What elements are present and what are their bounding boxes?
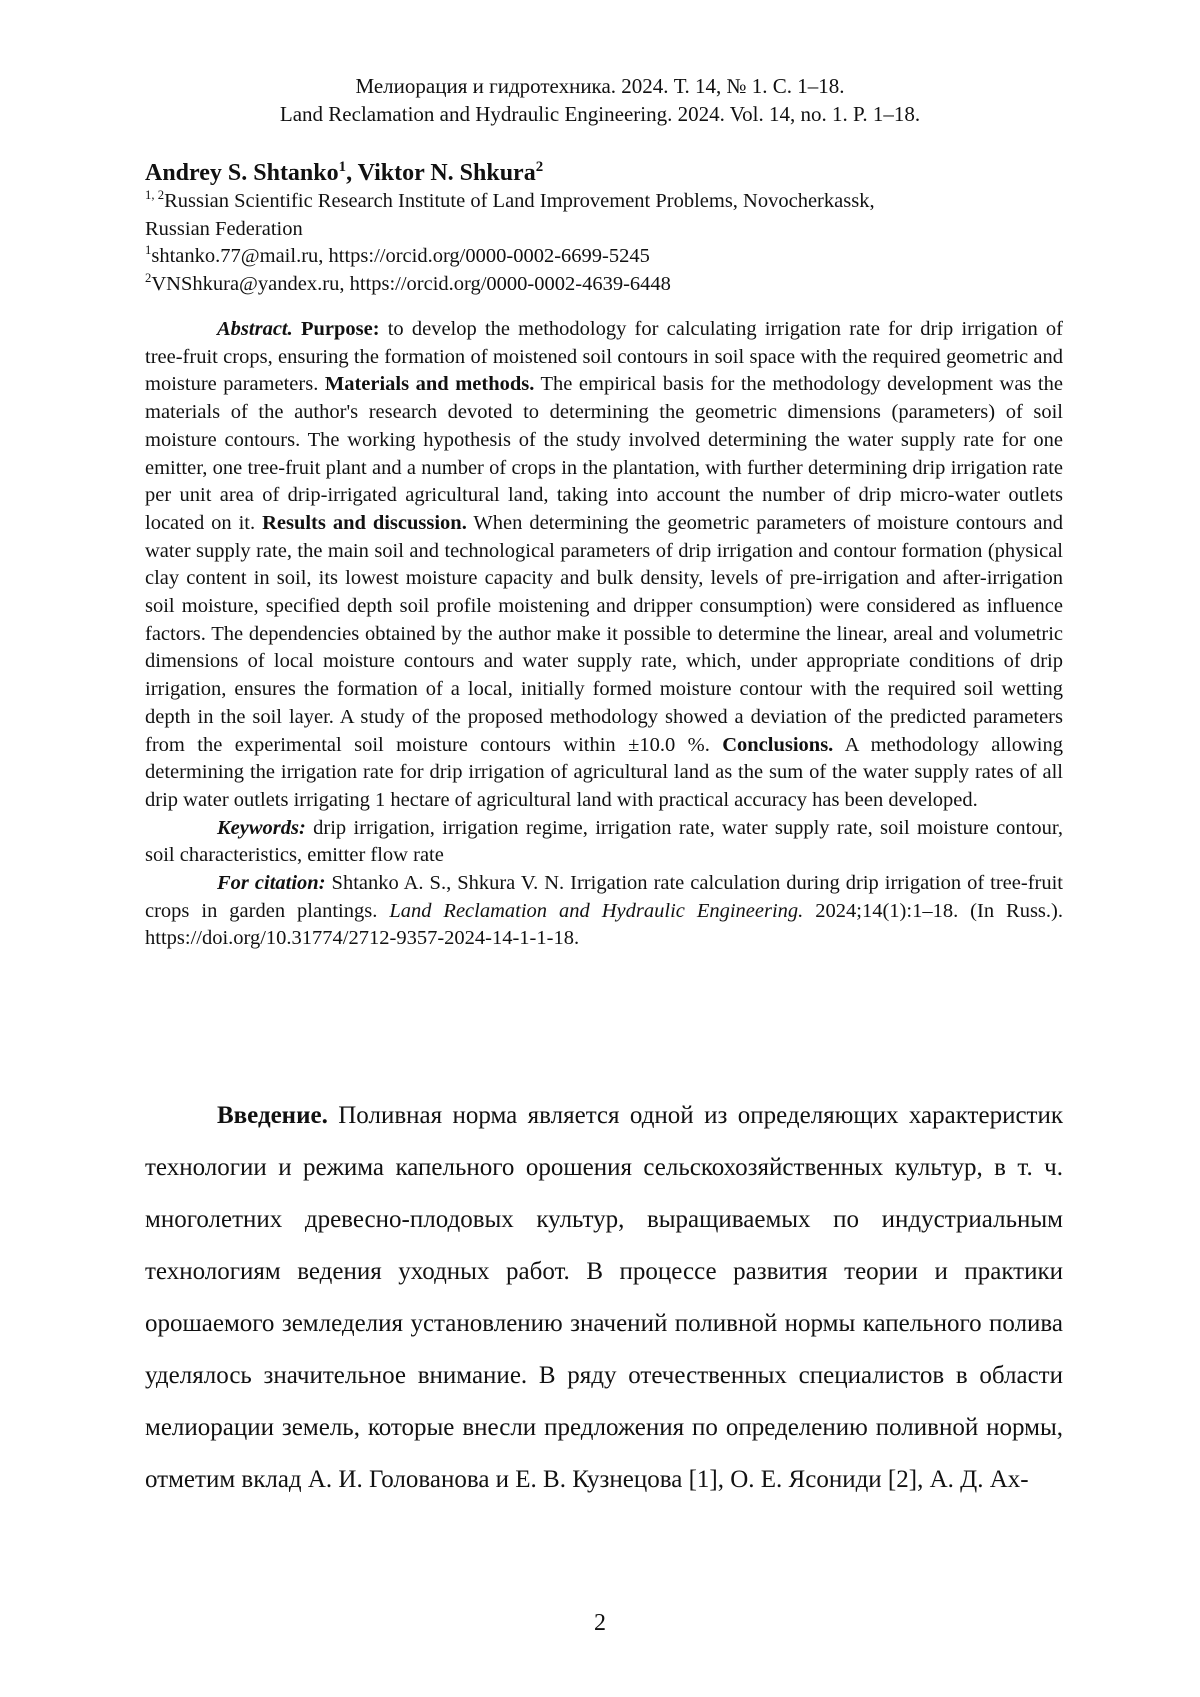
affiliations — [145, 188, 1063, 298]
affiliation-superscript: 1, 2 — [145, 188, 165, 203]
contact-superscript: 2 — [145, 270, 152, 285]
author-name: Andrey S. Shtanko — [145, 160, 339, 186]
journal-header-ru: Мелиорация и гидротехника. 2024. Т. 14, № 1. С. 1–18. — [355, 74, 845, 98]
journal-header — [0, 72, 1200, 128]
author-superscript: 1 — [338, 158, 347, 175]
contact-text: shtanko.77@mail.ru, https://orcid.org/0000-0002-6699-5245 — [151, 245, 650, 267]
purpose-label: Purpose: — [300, 318, 380, 340]
introduction-section — [145, 1090, 1063, 1506]
affiliation-country: Russian Federation — [145, 217, 303, 240]
citation-doi-text: 2024;14(1):1–18. (In Russ.). https://doi.org/10.31774/2712-9357-2024-14-1-1-18. — [145, 899, 1063, 950]
author-contact — [145, 243, 1063, 271]
abstract-label: Abstract. — [217, 318, 293, 340]
introduction-label: Введение. — [217, 1102, 328, 1129]
affiliation-text: Russian Scientific Research Institute of Land Improvement Problems, Novocherkassk, — [164, 190, 875, 212]
keywords-label: Keywords: — [217, 816, 306, 839]
conclusions-label: Conclusions. — [722, 733, 834, 756]
keywords-text: drip irrigation, irrigation regime, irrigation rate, water supply rate, soil moisture contour, soil characteristics, emitter flow rate — [145, 816, 1063, 867]
citation-text: Shtanko A. S., Shkura V. N. Irrigation rate calculation during drip irrigation of tree-fruit crops in garden plantings. — [145, 872, 1063, 922]
introduction-text: Поливная норма является одной из определяющих характеристик технологии и режима капельного орошения сельскохозяйственных культур, в т. ч. многолетних древесно-плодовых культур, выращиваемых по индустриальным технологиям ведения уходных работ. В процессе развития теории и практики орошаемого земледелия установлению значений поливной нормы капельного полива уделялось значительное внимание. В ряду отечественных специалистов в области мелиорации земель, которые внесли предложения по определению поливной нормы, отметим вклад А. И. Голованова и Е. В. Кузнецова [1], О. Е. Ясониди [2], А. Д. Ах- — [145, 1102, 1063, 1493]
abstract-section — [145, 316, 1063, 953]
author-list — [145, 158, 1063, 188]
purpose-text: to develop the methodology for calculating irrigation rate for drip irrigation of tree-fruit crops, ensuring the formation of moistened soil contours in soil space with the required geometric and moisture parameters. — [145, 318, 1064, 396]
results-text: When determining the geometric parameters of moisture contours and water supply rate, the main soil and technological parameters of drip irrigation and contour formation (physical clay content in soil, its lowest moisture capacity and bulk density, levels of pre-irrigation and after-irrigation soil moisture, specified depth soil profile moistening and dripper consumption) were considered as influence factors. The dependencies obtained by the author make it possible to determine the linear, areal and volumetric dimensions of local moisture contours and water supply rate, which, under appropriate conditions of drip irrigation, ensures the formation of a local, initially formed moisture contour with the required soil wetting depth in the soil layer. A study of the proposed methodology showed a deviation of the predicted parameters from the experimental soil moisture contours within ±10.0 %. — [145, 511, 1063, 756]
contact-superscript: 1 — [145, 243, 152, 258]
journal-header-en: Land Reclamation and Hydraulic Engineering. 2024. Vol. 14, no. 1. P. 1–18. — [279, 102, 921, 126]
conclusions-text: A methodology allowing determining the irrigation rate for drip irrigation of agricultural land as the sum of the water supply rates of all drip water outlets irrigating 1 hectare of agricultural land with practical accuracy has been developed. — [145, 733, 1063, 811]
author-contact — [145, 271, 1063, 299]
contact-text: VNShkura@yandex.ru, https://orcid.org/0000-0002-4639-6448 — [151, 272, 671, 295]
author-superscript: 2 — [535, 158, 544, 175]
author-name: Viktor N. Shkura — [357, 160, 536, 186]
abstract-paragraph — [145, 316, 1063, 815]
methods-text: The empirical basis for the methodology development was the materials of the author's research devoted to determining the geometric dimensions (parameters) of soil moisture contours. The working hypothesis of the study involved determining the water supply rate for one emitter, one tree-fruit plant and a number of crops in the plantation, with further determining drip irrigation rate per unit area of drip-irrigated agricultural land, taking into account the number of drip micro-water outlets located on it. — [145, 373, 1063, 534]
citation-paragraph — [145, 870, 1063, 953]
citation-journal: Land Reclamation and Hydraulic Engineering. — [389, 899, 804, 922]
citation-label: For citation: — [217, 872, 326, 895]
author-separator: , — [346, 160, 358, 186]
page-number: 2 — [594, 1610, 606, 1636]
introduction-paragraph — [145, 1090, 1063, 1506]
results-label: Results and discussion. — [262, 511, 467, 534]
affiliation-organization — [145, 188, 1063, 216]
methods-label: Materials and methods. — [324, 373, 535, 396]
keywords-paragraph — [145, 815, 1063, 870]
